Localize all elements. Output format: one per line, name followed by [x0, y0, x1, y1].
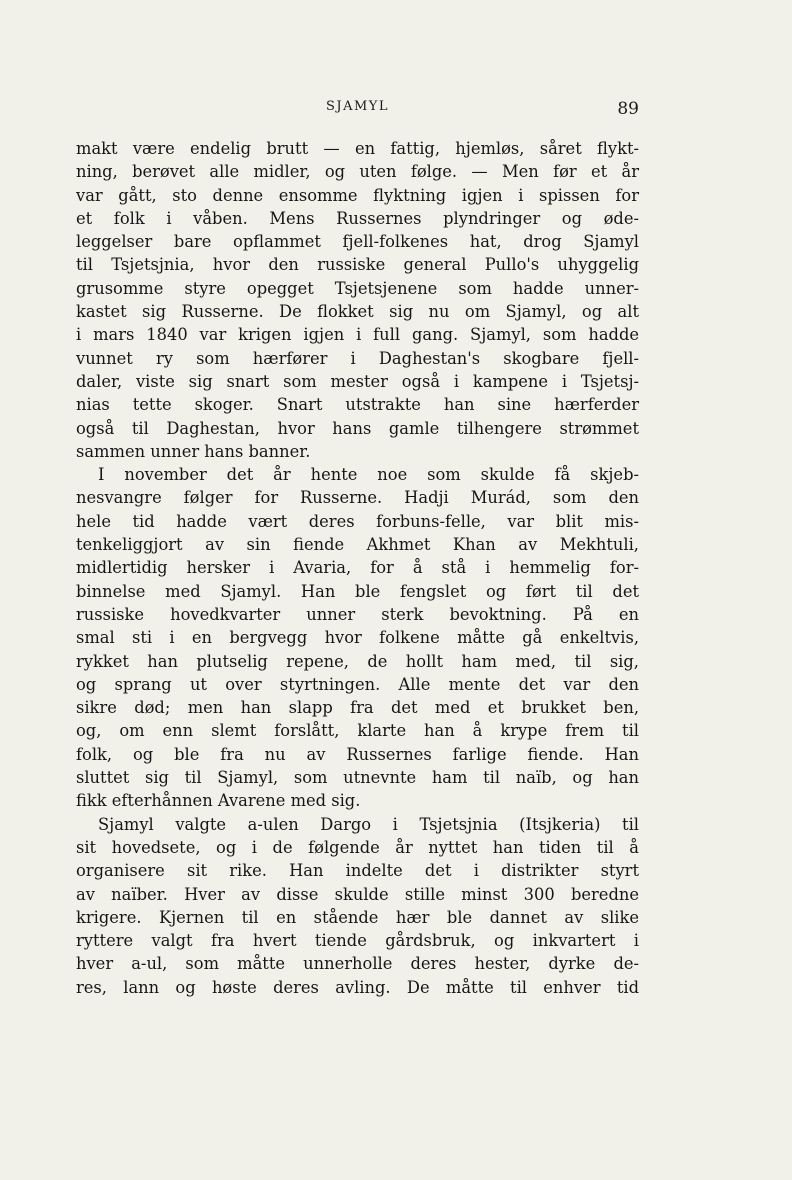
text-line: grusomme styre opegget Tsjetsjenene som hadde unner-: [76, 278, 639, 298]
paragraph-end-line: fikk efterhånnen Avarene med sig.: [76, 791, 361, 811]
text-line: tenkeliggjort av sin fiende Akhmet Khan av Mekhtuli,: [76, 535, 639, 555]
running-title: SJAMYL: [325, 99, 390, 114]
text-line: russiske hovedkvarter unner sterk bevoktning. På en: [76, 604, 639, 624]
text-line: res, lann og høste deres avling. De måtte til enhver tid: [76, 977, 639, 997]
text-line: leggelser bare opflammet fjell-folkenes hat, drog Sjamyl: [76, 232, 639, 252]
text-line: ryttere valgt fra hvert tiende gårdsbruk, og inkvartert i: [76, 931, 639, 951]
text-line: organisere sit rike. Han indelte det i distrikter styrt: [76, 861, 639, 881]
page-number: 89: [617, 99, 639, 119]
text-line: til Tsjetsjnia, hvor den russiske general Pullo's uhyggelig: [76, 255, 639, 275]
text-line: og, om enn slemt forslått, klarte han å krype frem til: [76, 721, 639, 741]
text-line: smal sti i en bergvegg hvor folkene måtte gå enkeltvis,: [76, 628, 639, 648]
text-line: makt være endelig brutt — en fattig, hjemløs, såret flykt-: [76, 139, 639, 158]
text-line: og sprang ut over styrtningen. Alle mente det var den: [76, 674, 639, 694]
text-line: et folk i våben. Mens Russernes plyndringer og øde-: [76, 208, 639, 228]
body-text: [76, 137, 639, 999]
text-line: hver a-ul, som måtte unnerholle deres hester, dyrke de-: [76, 954, 639, 974]
text-line: midlertidig hersker i Avaria, for å stå i hemmelig for-: [76, 558, 639, 578]
text-line: kastet sig Russerne. De flokket sig nu om Sjamyl, og alt: [76, 302, 639, 322]
text-line: i mars 1840 var krigen igjen i full gang. Sjamyl, som hadde: [76, 325, 639, 345]
text-line: hele tid hadde vært deres forbuns-felle, var blit mis-: [76, 511, 639, 531]
text-line: var gått, sto denne ensomme flyktning igjen i spissen for: [76, 185, 639, 205]
text-line: sikre død; men han slapp fra det med et brukket ben,: [76, 698, 639, 718]
text-line: av naïber. Hver av disse skulde stille minst 300 beredne: [76, 884, 639, 904]
text-line: nias tette skoger. Snart utstrakte han sine hærferder: [76, 395, 639, 415]
paragraph-end-line: sammen unner hans banner.: [76, 441, 311, 461]
text-line: sluttet sig til Sjamyl, som utnevnte ham til naïb, og han: [76, 768, 639, 788]
page-header: [76, 99, 639, 123]
text-line: rykket han plutselig repene, de hollt ham med, til sig,: [76, 651, 639, 671]
text-line: nesvangre følger for Russerne. Hadji Murád, som den: [76, 488, 639, 508]
paragraph-start-line: Sjamyl valgte a-ulen Dargo i Tsjetsjnia (Itsjkeria) til: [98, 814, 639, 834]
text-line: vunnet ry som hærfører i Daghestan's skogbare fjell-: [76, 348, 639, 368]
text-line: krigere. Kjernen til en stående hær ble dannet av slike: [76, 907, 639, 927]
text-line: også til Daghestan, hvor hans gamle tilhengere strømmet: [76, 418, 639, 438]
text-line: binnelse med Sjamyl. Han ble fengslet og ført til det: [76, 581, 639, 601]
text-line: daler, viste sig snart som mester også i kampene i Tsjetsj-: [76, 371, 639, 391]
text-line: sit hovedsete, og i de følgende år nyttet han tiden til å: [76, 837, 639, 857]
text-line: ning, berøvet alle midler, og uten følge. — Men før et år: [76, 162, 639, 182]
paragraph-start-line: I november det år hente noe som skulde få skjeb-: [98, 465, 639, 485]
text-line: folk, og ble fra nu av Russernes farlige fiende. Han: [76, 744, 639, 764]
